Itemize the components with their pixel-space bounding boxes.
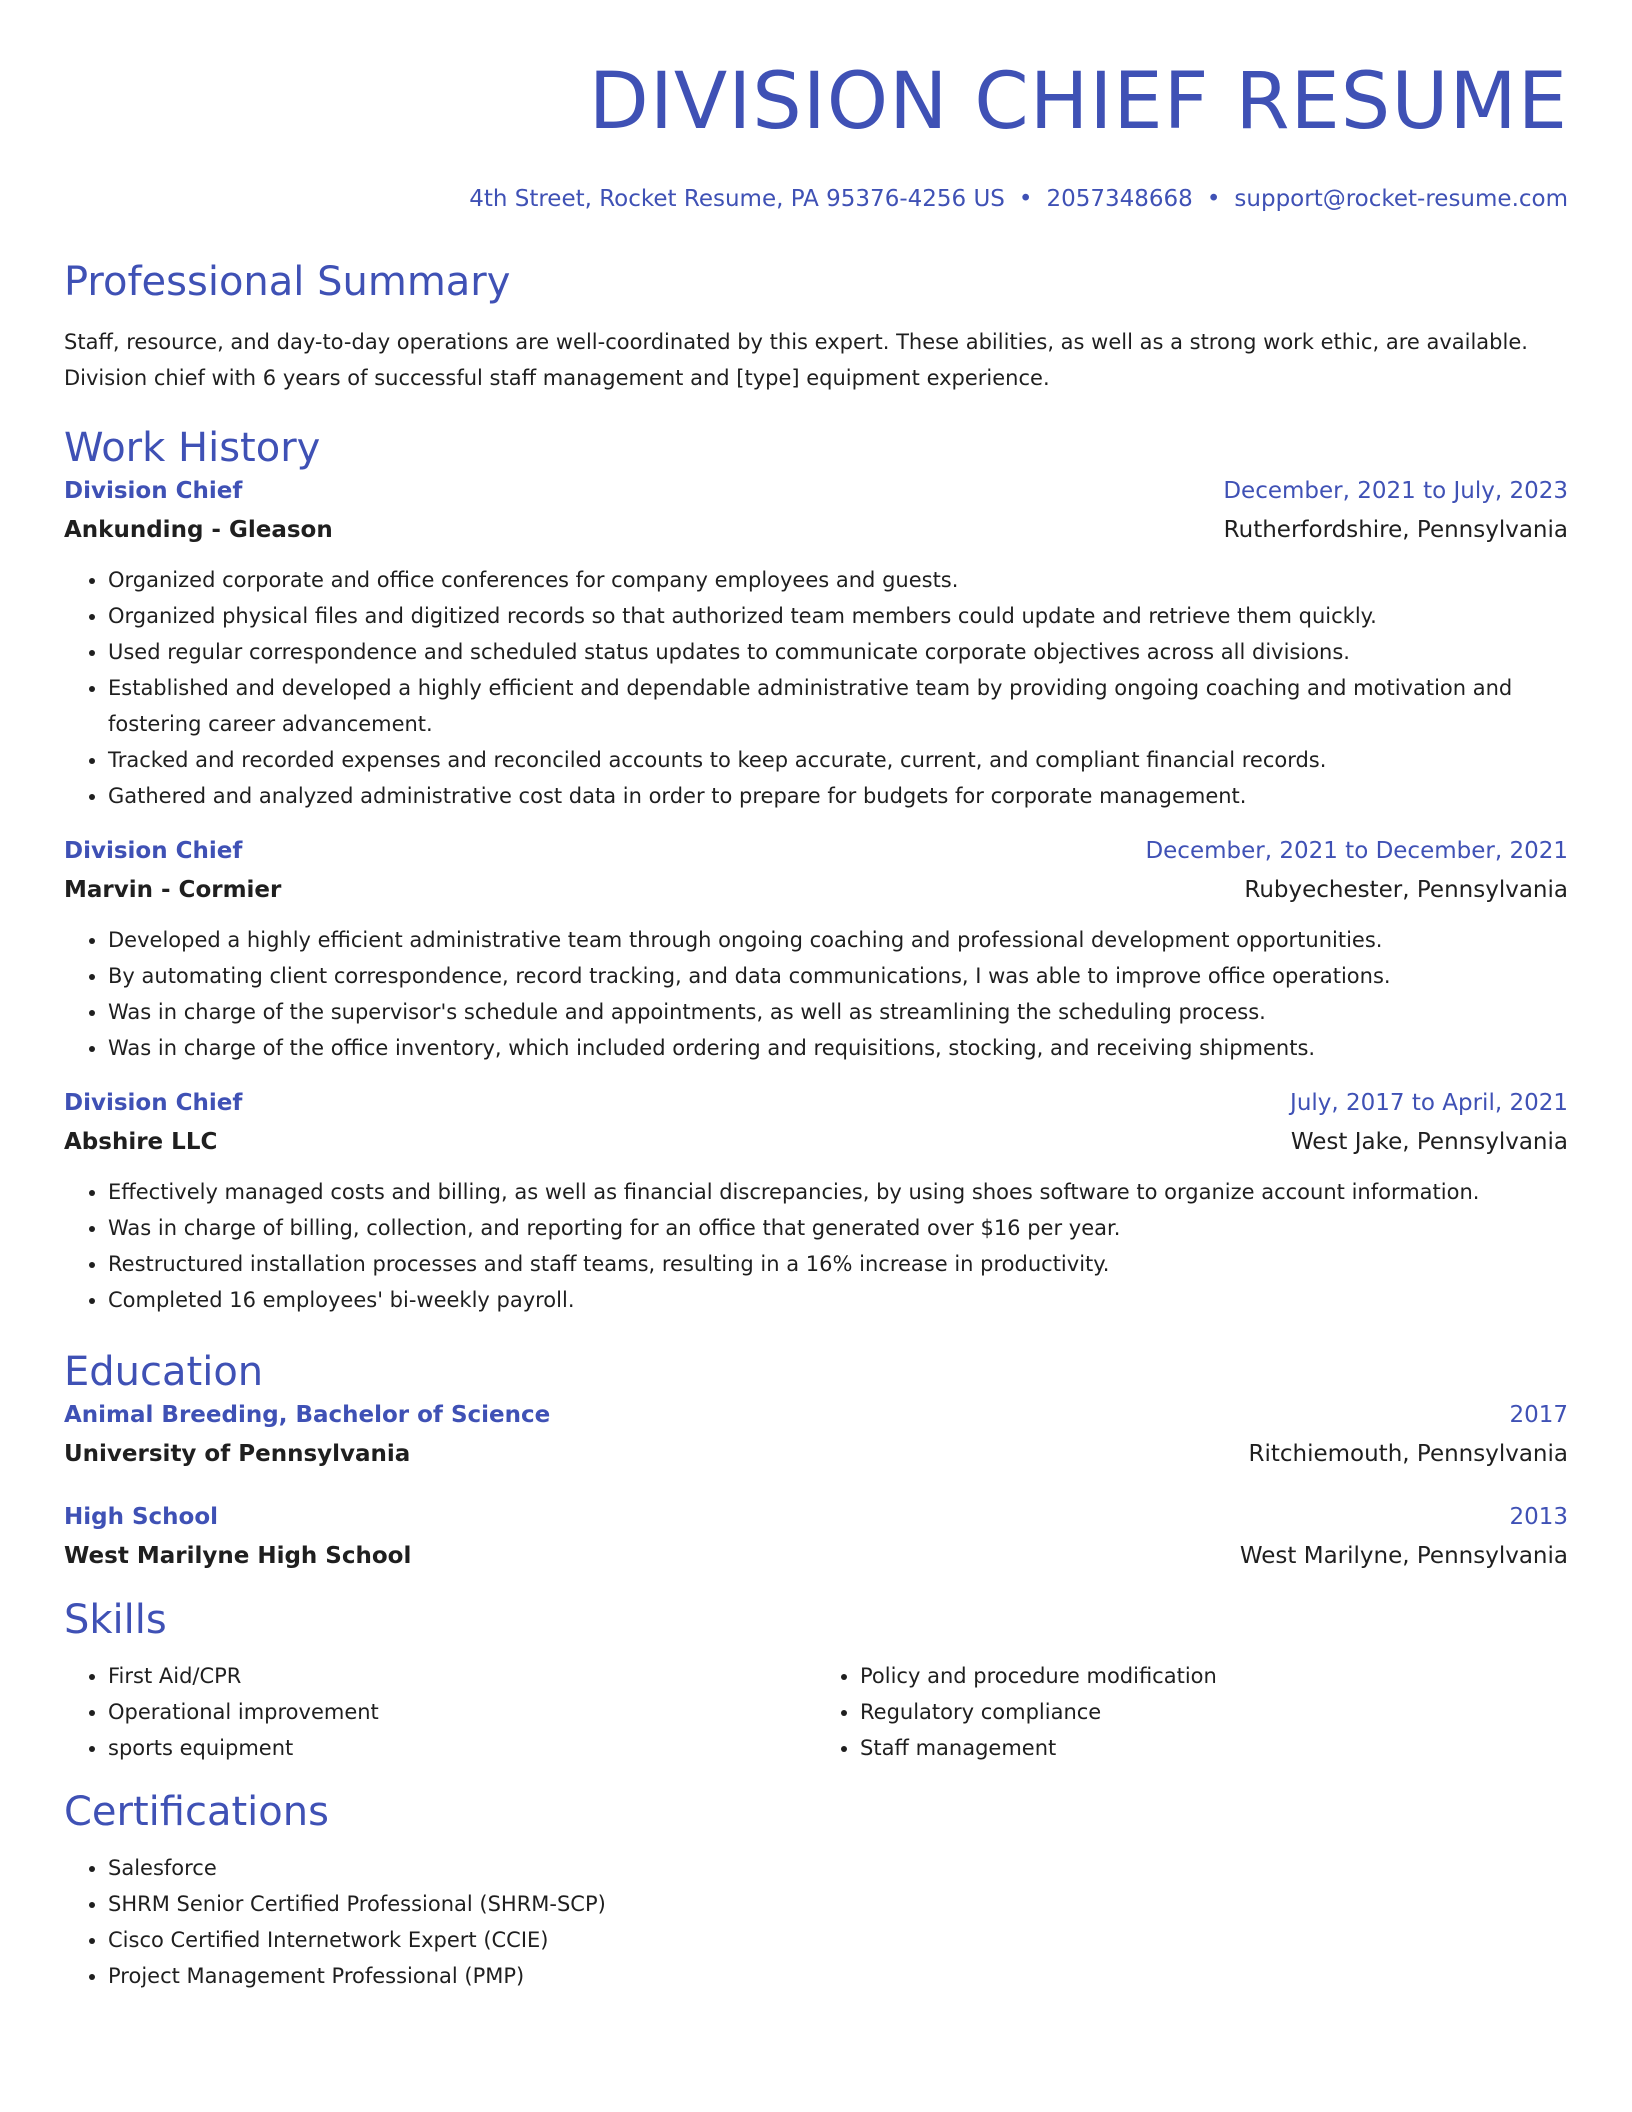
job-location: Rutherfordshire, Pennsylvania bbox=[1223, 517, 1568, 543]
resume-page bbox=[64, 0, 1568, 1994]
job-bullet: • Developed a highly efficient administrative team through ongoing coaching and professional development opportunities. bbox=[108, 922, 1568, 958]
skills-heading: Skills bbox=[64, 1597, 167, 1643]
education-degree: High School bbox=[64, 1504, 219, 1530]
skills-column-left bbox=[64, 1658, 816, 1766]
summary-heading: Professional Summary bbox=[64, 259, 511, 305]
resume-title: DIVISION CHIEF RESUME bbox=[588, 57, 1568, 147]
job-company: Abshire LLC bbox=[64, 1129, 218, 1155]
skills-column-right bbox=[816, 1658, 1568, 1766]
work-history-heading: Work History bbox=[64, 425, 321, 471]
education-school: University of Pennsylvania bbox=[64, 1441, 411, 1467]
job-dates: December, 2021 to July, 2023 bbox=[1223, 478, 1568, 504]
job-entry bbox=[64, 832, 1568, 1066]
job-entry bbox=[64, 472, 1568, 814]
certifications-heading: Certifications bbox=[64, 1789, 329, 1835]
job-bullet: • Was in charge of the supervisor's schedule and appointments, as well as streamlining the scheduling process. bbox=[108, 994, 1568, 1030]
summary-text: Staff, resource, and day-to-day operations are well-coordinated by this expert. These abilities, as well as a strong work ethic, are available. Division chief with 6 years of successful staff management and [type] equipment experience. bbox=[64, 330, 1528, 390]
education-location: Ritchiemouth, Pennsylvania bbox=[1248, 1441, 1568, 1467]
job-dates: July, 2017 to April, 2021 bbox=[1290, 1090, 1568, 1116]
job-bullets bbox=[64, 1174, 1568, 1318]
job-bullet: • Was in charge of billing, collection, and reporting for an office that generated over $16 per year. bbox=[108, 1210, 1568, 1246]
skill-item: • First Aid/CPR bbox=[108, 1658, 816, 1694]
certification-item: • Project Management Professional (PMP) bbox=[108, 1958, 1568, 1994]
job-role: Division Chief bbox=[64, 838, 243, 864]
job-role: Division Chief bbox=[64, 478, 243, 504]
certification-item: • Cisco Certified Internetwork Expert (CCIE) bbox=[108, 1922, 1568, 1958]
job-bullet: • Tracked and recorded expenses and reconciled accounts to keep accurate, current, and compliant financial records. bbox=[108, 742, 1568, 778]
skill-item: • Staff management bbox=[860, 1730, 1568, 1766]
skill-item: • Policy and procedure modification bbox=[860, 1658, 1568, 1694]
job-bullet: • Was in charge of the office inventory, which included ordering and requisitions, stocking, and receiving shipments. bbox=[108, 1030, 1568, 1066]
contact-line bbox=[64, 184, 1568, 214]
education-entry bbox=[64, 1396, 1568, 1474]
contact-separator: • bbox=[1206, 186, 1221, 212]
skill-item: • sports equipment bbox=[108, 1730, 816, 1766]
job-bullet: • Organized physical files and digitized records so that authorized team members could update and retrieve them quickly. bbox=[108, 598, 1568, 634]
education-entry bbox=[64, 1498, 1568, 1576]
job-company: Ankunding - Gleason bbox=[64, 517, 333, 543]
job-bullet: • Organized corporate and office conferences for company employees and guests. bbox=[108, 562, 1568, 598]
job-location: West Jake, Pennsylvania bbox=[1290, 1129, 1568, 1155]
education-degree: Animal Breeding, Bachelor of Science bbox=[64, 1402, 551, 1428]
job-bullets bbox=[64, 922, 1568, 1066]
certification-item: • SHRM Senior Certified Professional (SHRM-SCP) bbox=[108, 1886, 1568, 1922]
certifications-list bbox=[64, 1850, 1568, 1994]
job-role: Division Chief bbox=[64, 1090, 243, 1116]
education-heading: Education bbox=[64, 1349, 264, 1395]
certification-item: • Salesforce bbox=[108, 1850, 1568, 1886]
job-bullet: • Effectively managed costs and billing, as well as financial discrepancies, by using shoes software to organize account information. bbox=[108, 1174, 1568, 1210]
education-location: West Marilyne, Pennsylvania bbox=[1239, 1543, 1568, 1569]
education-year: 2013 bbox=[1509, 1504, 1568, 1530]
work-history-list bbox=[64, 472, 1568, 1318]
job-bullet: • Established and developed a highly efficient and dependable administrative team by providing ongoing coaching and motivation and fostering career advancement. bbox=[108, 670, 1568, 742]
job-bullet: • Used regular correspondence and scheduled status updates to communicate corporate objectives across all divisions. bbox=[108, 634, 1568, 670]
skill-item: • Regulatory compliance bbox=[860, 1694, 1568, 1730]
job-location: Rubyechester, Pennsylvania bbox=[1244, 877, 1568, 903]
job-bullet: • By automating client correspondence, record tracking, and data communications, I was able to improve office operations. bbox=[108, 958, 1568, 994]
job-dates: December, 2021 to December, 2021 bbox=[1145, 838, 1568, 864]
job-bullets bbox=[64, 562, 1568, 814]
job-entry bbox=[64, 1084, 1568, 1318]
contact-phone: 2057348668 bbox=[1046, 186, 1193, 212]
job-bullet: • Completed 16 employees' bi-weekly payroll. bbox=[108, 1282, 1568, 1318]
skill-item: • Operational improvement bbox=[108, 1694, 816, 1730]
job-bullet: • Restructured installation processes and staff teams, resulting in a 16% increase in productivity. bbox=[108, 1246, 1568, 1282]
contact-email: support@rocket-resume.com bbox=[1234, 186, 1568, 212]
education-year: 2017 bbox=[1509, 1402, 1568, 1428]
job-company: Marvin - Cormier bbox=[64, 877, 282, 903]
skills-grid bbox=[64, 1658, 1568, 1766]
contact-separator: • bbox=[1018, 186, 1033, 212]
contact-address: 4th Street, Rocket Resume, PA 95376-4256 US bbox=[469, 186, 1005, 212]
education-school: West Marilyne High School bbox=[64, 1543, 412, 1569]
job-bullet: • Gathered and analyzed administrative cost data in order to prepare for budgets for corporate management. bbox=[108, 778, 1568, 814]
